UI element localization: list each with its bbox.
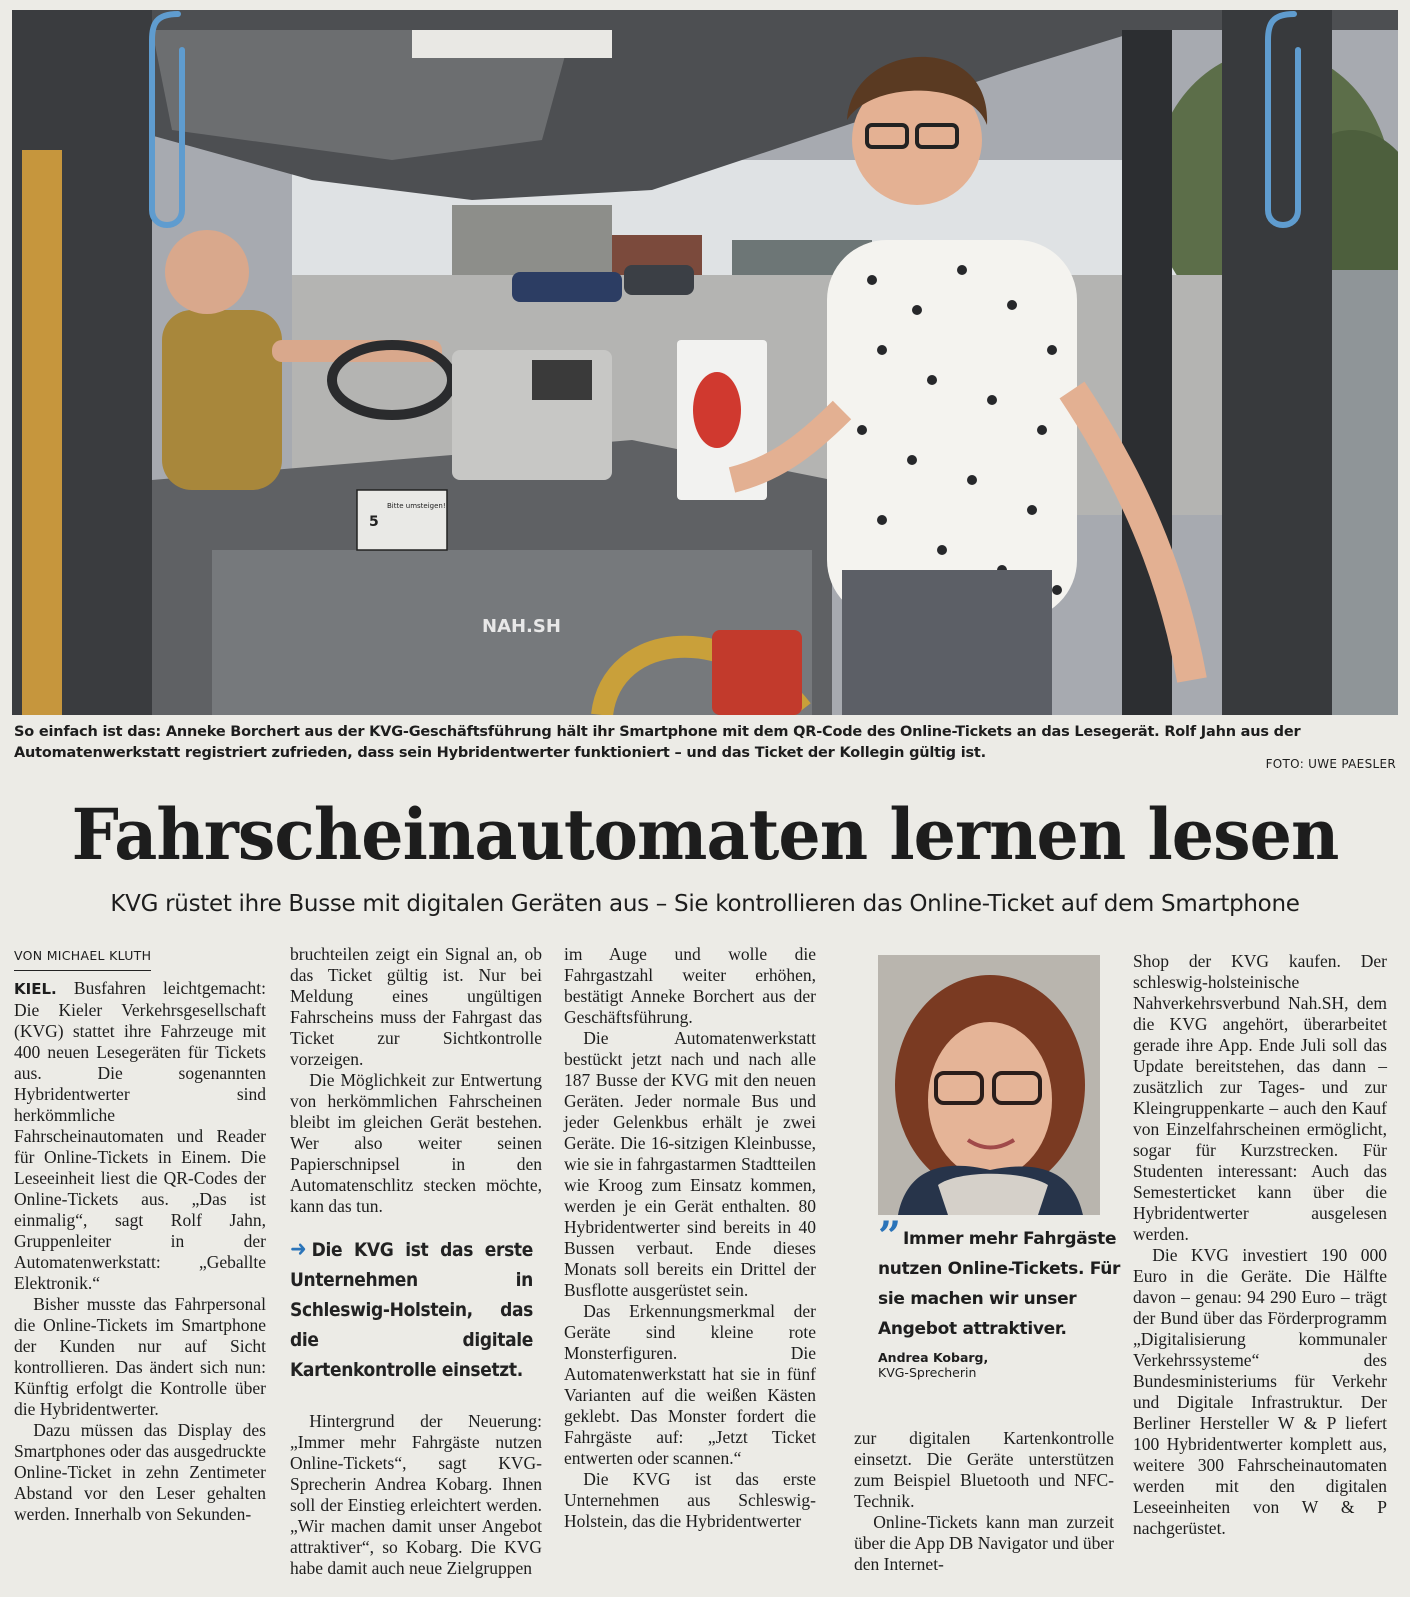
paragraph: im Auge und wolle die Fahrgastzahl weiter erhöhen, bestätigt Anneke Borchert aus der Geschäftsführung. — [564, 944, 816, 1027]
paragraph: Die Möglichkeit zur Entwertung von herkömmlichen Fahrscheinen bleibt im gleichen Gerät bestehen. Wer also weiter seinen Papierschnipsel in den Automatenschlitz stecken möchte, kann das tun. — [290, 1070, 542, 1216]
paragraph: KIEL. Busfahren leichtgemacht: Die Kieler Verkehrsgesellschaft (KVG) stattet ihre Fahrzeuge mit 400 neuen Lesegeräten für Tickets aus. Die sogenannten Hybridentwerter sind herkömmliche Fahrscheinautomaten und Reader für Online-Tickets in Einem. Die Leseeinheit liest die QR-Codes der Online-Tickets aus. „Das ist einmalig“, sagt Rolf Jahn, Gruppenleiter in der Automatenwerkstatt: „Geballte Elektronik.“ — [14, 978, 266, 1293]
arrow-right-icon: ➜ — [290, 1237, 307, 1262]
bus-photo — [12, 10, 1398, 715]
photo-caption: So einfach ist das: Anneke Borchert aus der KVG-Geschäftsführung hält ihr Smartphone mit dem QR-Code des Online-Tickets an das Lesegerät. Rolf Jahn aus der Automatenwerkstatt registriert zufrieden, dass sein Hybridentwerter funktioniert – und das Ticket der Kollegin gültig ist. — [14, 724, 1301, 761]
paragraph: Hintergrund der Neuerung: „Immer mehr Fahrgäste nutzen Online-Tickets“, sagt KVG-Sprecherin Andrea Kobarg. Ihnen soll der Einstieg erleichtert werden. „Wir machen damit unser Angebot attraktiver“, so Kobarg. Die KVG habe damit auch neue Zielgruppen — [290, 1411, 542, 1578]
dateline: KIEL. — [14, 980, 57, 998]
paragraph: Die Automatenwerkstatt bestückt jetzt nach und nach alle 187 Busse der KVG mit den neuen Geräten. Jeder normale Bus und jeder Gelenkbus erhält je zwei Geräte. Die 16-sitzigen Kleinbusse, wie sie in fahrgastarmen Stadtteilen wie Kroog zum Einsatz kommen, werden je ein Gerät enthalten. 80 Hybridentwerter sind bereits in 40 Bussen verbaut. Ende dieses Monats soll bereits ein Drittel der Busflotte ausgerüstet sein. — [564, 1028, 816, 1300]
paragraph: Bisher musste das Fahrpersonal die Online-Tickets im Smartphone der Kunden nur auf Sicht kontrollieren. Das ändert sich nun: Künftig erfolgt die Kontrolle über die Hybridentwerter. — [14, 1294, 266, 1419]
paragraph: Shop der KVG kaufen. Der schleswig-holsteinische Nahverkehrsverbund Nah.SH, dem die KVG angehört, überarbeitet gerade ihre App. Ende Juli soll das Update bereitstehen, das dann – zusätzlich zur Tages- und zur Kleingruppenkarte – auch den Kauf von Einzelfahrscheinen ermöglicht, sogar für Kurzstrecken. Für Studenten interessant: Auch das Semesterticket kann über die Hybridentwerter ausgelesen werden. — [1133, 951, 1387, 1244]
paragraph: bruchteilen zeigt ein Signal an, ob das Ticket gültig ist. Nur bei Meldung eines ungültigen Fahrscheins muss der Fahrgast das Ticket zur Sichtkontrolle vorzeigen. — [290, 944, 542, 1069]
article-column-3 — [564, 944, 816, 1532]
headline: Fahrscheinautomaten lernen lesen — [71, 793, 1339, 876]
sticker-text: Bitte umsteigen! — [387, 502, 446, 510]
paragraph: Online-Tickets kann man zurzeit über die App DB Navigator und über den Internet- — [854, 1512, 1114, 1574]
byline: VON MICHAEL KLUTH — [14, 945, 151, 971]
article-column-5 — [1133, 951, 1387, 1539]
pull-quote: ➜ Die KVG ist das erste Unternehmen in Schleswig-Holstein, das die digitale Kartenkontrolle einsetzt. — [290, 1237, 533, 1381]
paragraph: Das Erkennungsmerkmal der Geräte sind kleine rote Monsterfiguren. Die Automatenwerkstatt hat sie in fünf Varianten auf die weißen Kästen geklebt. Das Monster fordert die Fahrgäste auf: „Jetzt Ticket entwerten oder scannen.“ — [564, 1301, 816, 1468]
quote-author-role: KVG-Sprecherin — [878, 1365, 977, 1380]
paragraph: Die KVG ist das erste Unternehmen aus Schleswig-Holstein, das die Hybridentwerter — [564, 1469, 816, 1531]
paperclip-icon — [1260, 10, 1306, 240]
article-column-4 — [854, 1428, 1114, 1575]
bus-logo-text: NAH.SH — [482, 616, 561, 637]
paragraph: Die KVG investiert 190 000 Euro in die Geräte. Die Hälfte davon – genau: 94 290 Euro – trägt der Bund über das Förderprogramm „Digitalisierung kommunaler Verkehrssysteme“ des Bundesministeriums für Verkehr und Digitale Infrastruktur. Der Berliner Hersteller W & P liefert 100 Hybridentwerter komplett aus, weitere 300 Fahrscheinautomaten werden mit den digitalen Leseeinheiten von W & P nachgerüstet. — [1133, 1245, 1387, 1538]
photo-credit: FOTO: UWE PAESLER — [1265, 757, 1396, 771]
stamp-number-text: 5 — [369, 514, 379, 530]
portrait-photo — [878, 955, 1100, 1215]
subheadline: KVG rüstet ihre Busse mit digitalen Geräten aus – Sie kontrollieren das Online-Ticket auf dem Smartphone — [110, 891, 1300, 917]
quote-author-name: Andrea Kobarg, — [878, 1350, 989, 1365]
quote-mark-icon: ” — [878, 1213, 896, 1260]
article-column-1 — [14, 944, 266, 1525]
paperclip-icon — [144, 10, 190, 240]
paragraph: zur digitalen Kartenkontrolle einsetzt. Die Geräte unterstützen zum Beispiel Bluetooth und NFC-Technik. — [854, 1428, 1114, 1511]
quote-author — [878, 1350, 1098, 1380]
paragraph: Dazu müssen das Display des Smartphones oder das ausgedruckte Online-Ticket in zehn Zentimeter Abstand vor den Leser gehalten werden. Innerhalb von Sekunden- — [14, 1420, 266, 1524]
article-column-2 — [290, 944, 542, 1579]
quote-box: ” Immer mehr Fahrgäste nutzen Online-Tickets. Für sie machen wir unser Angebot attraktiver. — [878, 1213, 1121, 1339]
